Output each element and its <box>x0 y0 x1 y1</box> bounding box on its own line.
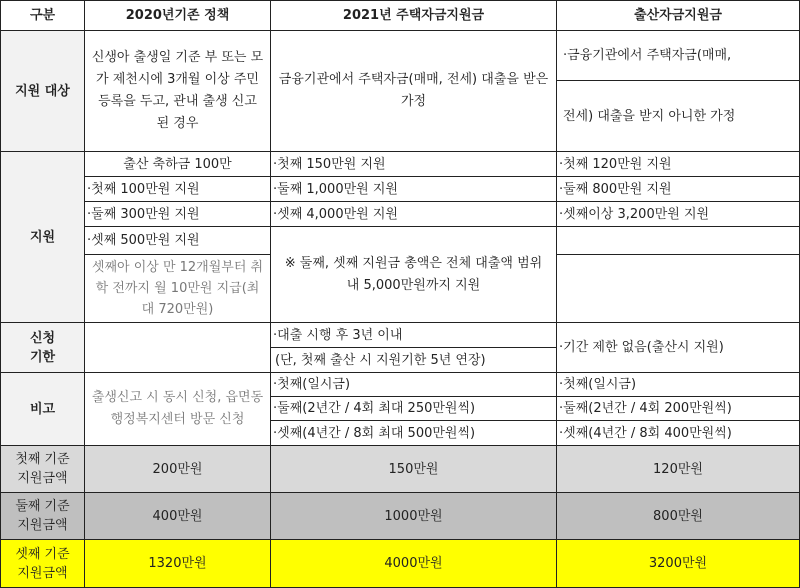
header-2021-housing: 2021년 주택자금지원금 <box>271 1 557 31</box>
note-birth-item: ·셋째(4년간 / 8회 400만원씩) <box>557 421 800 446</box>
support-2021-item: ·둘째 1,000만원 지원 <box>271 177 557 202</box>
row-label-target: 지원 대상 <box>1 31 85 152</box>
amount-second-2021: 1000만원 <box>271 493 557 540</box>
amount-first-2020: 200만원 <box>85 446 271 493</box>
support-2020-item: 출산 축하금 100만 <box>85 152 271 177</box>
amount-first-birth: 120만원 <box>557 446 800 493</box>
support-birth-item: ·둘째 800만원 지원 <box>557 177 800 202</box>
support-2021-item: ·첫째 150만원 지원 <box>271 152 557 177</box>
note-2020: 출생신고 시 동시 신청, 읍면동행정복지센터 방문 신청 <box>85 373 271 446</box>
note-2021-item: ·셋째(4년간 / 8회 최대 500만원씩) <box>271 421 557 446</box>
amount-label-third: 셋째 기준 지원금액 <box>1 540 85 588</box>
target-2020: 신생아 출생일 기준 부 또는 모가 제천시에 3개월 이상 주민등록을 두고, 관내 출생 신고 된 경우 <box>85 31 271 152</box>
deadline-2021-line1: ·대출 시행 후 3년 이내 <box>271 323 557 348</box>
support-birth-empty <box>557 227 800 255</box>
row-label-note: 비고 <box>1 373 85 446</box>
support-2020-monthly: 셋째아 이상 만 12개월부터 취학 전까지 월 10만원 지급(최대 720만원) <box>85 255 271 323</box>
amount-second-birth: 800만원 <box>557 493 800 540</box>
deadline-2021-line2: (단, 첫째 출산 시 지원기한 5년 연장) <box>271 348 557 373</box>
note-2021-item: ·첫째(일시금) <box>271 373 557 397</box>
target-birth-line2: 전세) 대출을 받지 아니한 가정 <box>557 81 800 152</box>
amount-label-second: 둘째 기준 지원금액 <box>1 493 85 540</box>
amount-third-2021: 4000만원 <box>271 540 557 588</box>
support-2020-item: ·둘째 300만원 지원 <box>85 202 271 227</box>
header-category: 구분 <box>1 1 85 31</box>
support-2021-note: ※ 둘째, 셋째 지원금 총액은 전체 대출액 범위 내 5,000만원까지 지원 <box>271 227 557 323</box>
support-birth-empty <box>557 255 800 323</box>
note-birth-item: ·둘째(2년간 / 4회 200만원씩) <box>557 397 800 421</box>
target-2021: 금융기관에서 주택자금(매매, 전세) 대출을 받은 가정 <box>271 31 557 152</box>
support-birth-item: ·셋째이상 3,200만원 지원 <box>557 202 800 227</box>
support-birth-item: ·첫째 120만원 지원 <box>557 152 800 177</box>
deadline-2020-empty <box>85 323 271 373</box>
row-label-support: 지원 <box>1 152 85 323</box>
header-2020-policy: 2020년기존 정책 <box>85 1 271 31</box>
row-label-deadline: 신청 기한 <box>1 323 85 373</box>
header-birth-fund: 출산자금지원금 <box>557 1 800 31</box>
deadline-birth: ·기간 제한 없음(출산시 지원) <box>557 323 800 373</box>
amount-second-2020: 400만원 <box>85 493 271 540</box>
amount-third-2020: 1320만원 <box>85 540 271 588</box>
note-2021-item: ·둘째(2년간 / 4회 최대 250만원씩) <box>271 397 557 421</box>
support-2020-item: ·셋째 500만원 지원 <box>85 227 271 255</box>
amount-label-first: 첫째 기준 지원금액 <box>1 446 85 493</box>
amount-third-birth: 3200만원 <box>557 540 800 588</box>
support-2020-item: ·첫째 100만원 지원 <box>85 177 271 202</box>
target-birth-line1: ·금융기관에서 주택자금(매매, <box>557 31 800 81</box>
amount-first-2021: 150만원 <box>271 446 557 493</box>
note-birth-item: ·첫째(일시금) <box>557 373 800 397</box>
support-2021-item: ·셋째 4,000만원 지원 <box>271 202 557 227</box>
